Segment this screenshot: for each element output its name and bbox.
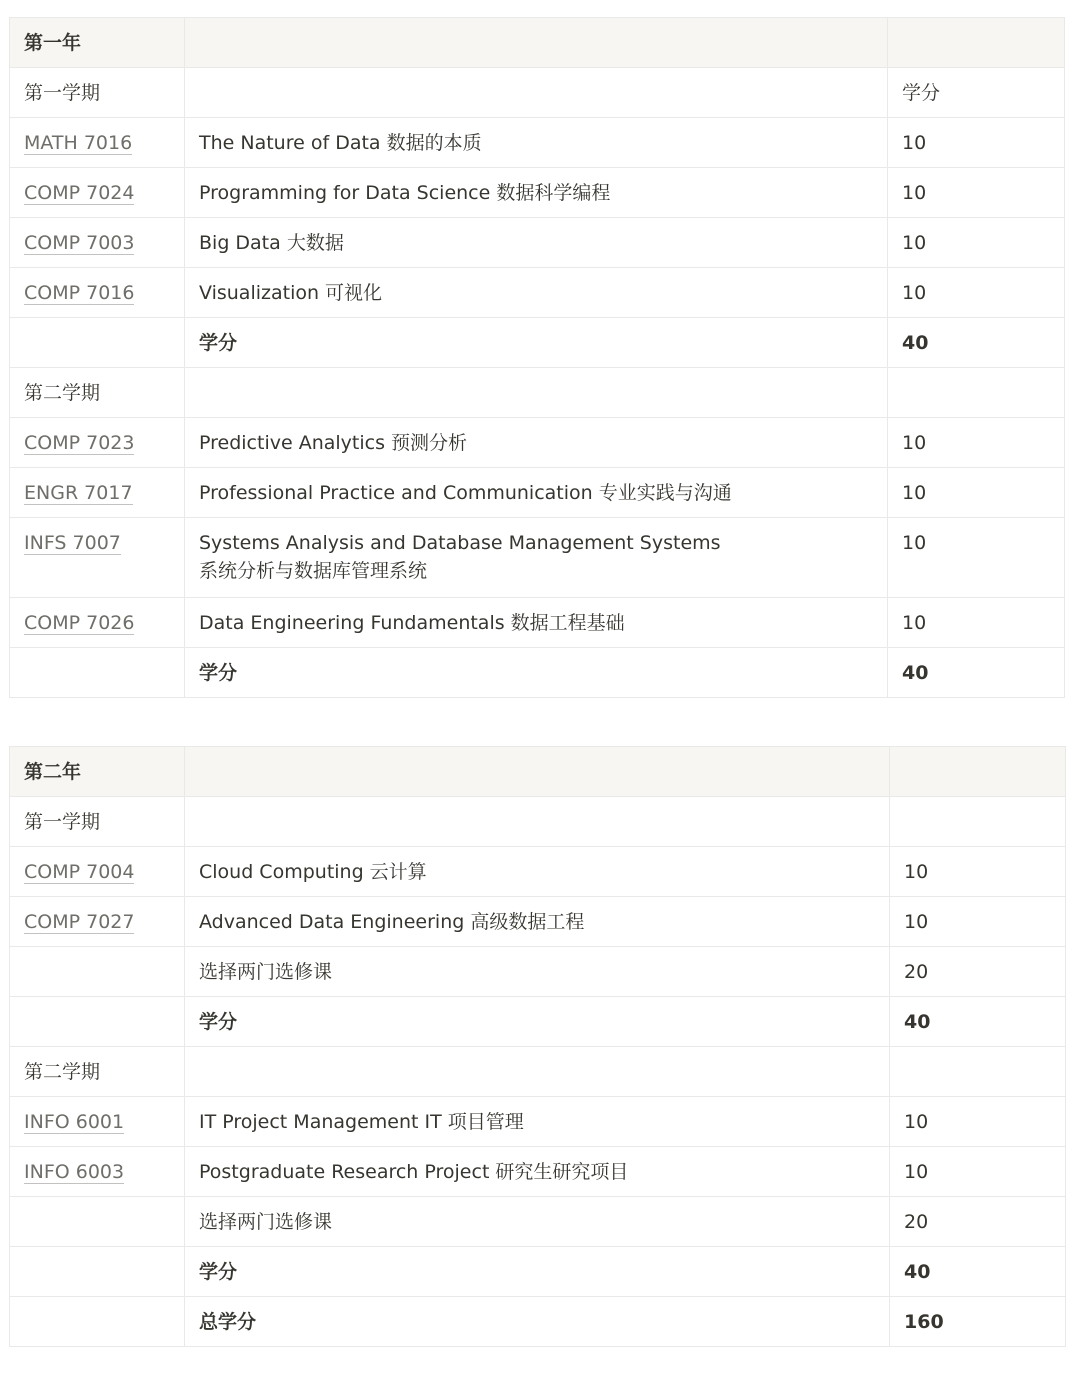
course-code-cell [10, 168, 185, 218]
total-value: 160 [890, 1297, 1066, 1347]
empty-cell [185, 68, 888, 118]
course-row [10, 218, 1065, 268]
empty-cell [890, 1047, 1066, 1097]
course-code-cell [10, 518, 185, 598]
subtotal-label: 学分 [185, 648, 888, 698]
course-code-link[interactable]: COMP 7003 [24, 231, 135, 254]
empty-cell [185, 747, 890, 797]
course-row [10, 468, 1065, 518]
semester-label: 第一学期 [10, 797, 185, 847]
empty-cell [185, 1047, 890, 1097]
course-title: Professional Practice and Communication 专业实践与沟通 [185, 468, 888, 518]
subtotal-value: 40 [890, 997, 1066, 1047]
year-header-row [10, 747, 1066, 797]
course-code-cell [10, 847, 185, 897]
course-code-cell [10, 897, 185, 947]
course-code-cell [10, 1097, 185, 1147]
course-title: Data Engineering Fundamentals 数据工程基础 [185, 598, 888, 648]
empty-cell [10, 1197, 185, 1247]
year-1-table [9, 17, 1065, 698]
course-row [10, 897, 1066, 947]
course-row [10, 268, 1065, 318]
course-credits: 10 [888, 468, 1065, 518]
course-title: Programming for Data Science 数据科学编程 [185, 168, 888, 218]
semester-row [10, 68, 1065, 118]
course-credits: 10 [890, 897, 1066, 947]
course-code-link[interactable]: ENGR 7017 [24, 481, 133, 504]
subtotal-value: 40 [888, 318, 1065, 368]
elective-title: 选择两门选修课 [185, 1197, 890, 1247]
empty-cell [10, 1297, 185, 1347]
course-row [10, 418, 1065, 468]
course-title: Cloud Computing 云计算 [185, 847, 890, 897]
subtotal-label: 学分 [185, 1247, 890, 1297]
empty-cell [10, 947, 185, 997]
empty-cell [10, 1247, 185, 1297]
course-title: IT Project Management IT 项目管理 [185, 1097, 890, 1147]
semester-row [10, 1047, 1066, 1097]
course-credits: 10 [888, 418, 1065, 468]
course-credits: 10 [890, 847, 1066, 897]
course-credits: 10 [888, 598, 1065, 648]
empty-cell [185, 18, 888, 68]
course-title: Visualization 可视化 [185, 268, 888, 318]
elective-row [10, 947, 1066, 997]
subtotal-label: 学分 [185, 318, 888, 368]
course-row [10, 168, 1065, 218]
course-code-cell [10, 118, 185, 168]
elective-credits: 20 [890, 1197, 1066, 1247]
course-credits: 10 [888, 168, 1065, 218]
course-title: Predictive Analytics 预测分析 [185, 418, 888, 468]
semester-row [10, 797, 1066, 847]
course-code-link[interactable]: COMP 7016 [24, 281, 135, 304]
course-code-cell [10, 1147, 185, 1197]
course-title-line-2: 系统分析与数据库管理系统 [199, 560, 428, 582]
year-label: 第二年 [10, 747, 185, 797]
course-code-link[interactable]: MATH 7016 [24, 131, 133, 154]
total-label: 总学分 [185, 1297, 890, 1347]
course-code-link[interactable]: COMP 7004 [24, 860, 135, 883]
course-title-line-1: Systems Analysis and Database Management Systems [199, 532, 721, 554]
course-row [10, 1097, 1066, 1147]
course-code-link[interactable]: COMP 7027 [24, 910, 135, 933]
course-credits: 10 [890, 1097, 1066, 1147]
subtotal-row [10, 318, 1065, 368]
subtotal-value: 40 [890, 1247, 1066, 1297]
course-code-link[interactable]: INFO 6001 [24, 1110, 125, 1133]
course-credits: 10 [888, 268, 1065, 318]
year-2-table [9, 746, 1066, 1347]
empty-cell [890, 747, 1066, 797]
semester-label: 第一学期 [10, 68, 185, 118]
course-code-cell [10, 598, 185, 648]
course-title: Big Data 大数据 [185, 218, 888, 268]
course-code-link[interactable]: INFS 7007 [24, 532, 121, 554]
semester-label: 第二学期 [10, 1047, 185, 1097]
course-title: The Nature of Data 数据的本质 [185, 118, 888, 168]
course-code-cell [10, 468, 185, 518]
course-credits: 10 [888, 118, 1065, 168]
credits-header: 学分 [888, 68, 1065, 118]
semester-row [10, 368, 1065, 418]
elective-credits: 20 [890, 947, 1066, 997]
course-code-link[interactable]: COMP 7023 [24, 431, 135, 454]
subtotal-row [10, 997, 1066, 1047]
year-label: 第一年 [10, 18, 185, 68]
subtotal-row [10, 648, 1065, 698]
empty-cell [185, 797, 890, 847]
course-row [10, 598, 1065, 648]
course-code-cell [10, 268, 185, 318]
course-code-link[interactable]: COMP 7024 [24, 181, 135, 204]
empty-cell [890, 797, 1066, 847]
subtotal-value: 40 [888, 648, 1065, 698]
empty-cell [888, 368, 1065, 418]
total-row [10, 1297, 1066, 1347]
course-code-link[interactable]: COMP 7026 [24, 611, 135, 634]
subtotal-row [10, 1247, 1066, 1297]
elective-row [10, 1197, 1066, 1247]
empty-cell [10, 648, 185, 698]
course-row [10, 1147, 1066, 1197]
course-credits: 10 [890, 1147, 1066, 1197]
empty-cell [888, 18, 1065, 68]
course-row [10, 847, 1066, 897]
empty-cell [185, 368, 888, 418]
course-code-cell [10, 218, 185, 268]
course-title [185, 518, 888, 598]
subtotal-label: 学分 [185, 997, 890, 1047]
year-header-row [10, 18, 1065, 68]
course-credits: 10 [888, 218, 1065, 268]
course-code-link[interactable]: INFO 6003 [24, 1160, 125, 1183]
empty-cell [10, 997, 185, 1047]
elective-title: 选择两门选修课 [185, 947, 890, 997]
course-row [10, 518, 1065, 598]
course-credits: 10 [888, 518, 1065, 598]
semester-label: 第二学期 [10, 368, 185, 418]
empty-cell [10, 318, 185, 368]
course-code-cell [10, 418, 185, 468]
course-title: Advanced Data Engineering 高级数据工程 [185, 897, 890, 947]
course-title: Postgraduate Research Project 研究生研究项目 [185, 1147, 890, 1197]
course-row [10, 118, 1065, 168]
